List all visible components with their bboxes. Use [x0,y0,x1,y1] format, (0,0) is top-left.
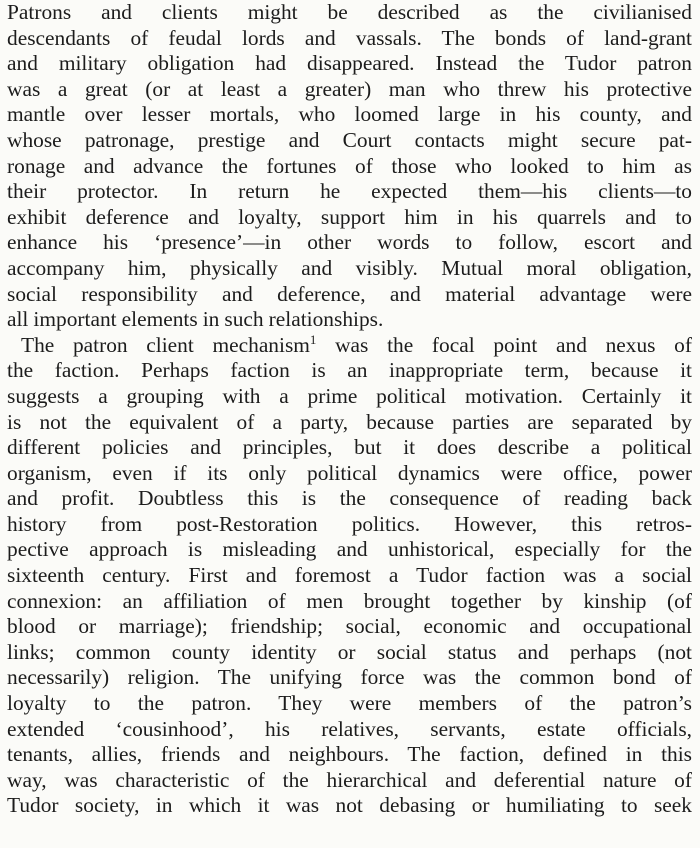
text-line: loyalty to the patron. They were members of the patron’s [7,691,692,716]
text-line: suggests a grouping with a prime political motivation. Certainly it [7,383,692,408]
paragraph-2-text-start: The patron client mechanism [21,332,310,357]
text-line: was a great (or at least a greater) man who threw his protective [7,76,692,101]
text-line: ronage and advance the fortunes of those who looked to him as [7,153,692,178]
paragraph-2-text-continue: was the focal point and nexus of [316,332,693,357]
paragraph-2-first-line [7,333,692,359]
text-line: way, was characteristic of the hierarchical and deferential nature of [7,767,692,792]
text-line: the faction. Perhaps faction is an inappropriate term, because it [7,358,692,383]
body-text [7,0,692,819]
text-line: organism, even if its only political dynamics were office, power [7,460,692,485]
text-line: pective approach is misleading and unhistorical, especially for the [7,537,692,562]
text-line: their protector. In return he expected them—his clients—to [7,179,692,204]
text-line: connexion: an affiliation of men brought together by kinship (of [7,588,692,613]
text-line: whose patronage, prestige and Court contacts might secure pat- [7,127,692,152]
text-line: and military obligation had disappeared. Instead the Tudor patron [7,51,692,76]
text-line: all important elements in such relationships. [7,307,384,332]
text-line: extended ‘cousinhood’, his relatives, servants, estate officials, [7,716,692,741]
text-line: tenants, allies, friends and neighbours. The faction, defined in this [7,742,692,767]
text-line: different policies and principles, but it does describe a political [7,435,692,460]
text-line: links; common county identity or social status and perhaps (not [7,639,692,664]
text-line: descendants of feudal lords and vassals. The bonds of land-grant [7,25,692,50]
text-line: blood or marriage); friendship; social, economic and occupational [7,614,692,639]
paragraph-1 [7,0,692,333]
paragraph-2 [7,333,692,819]
text-line: social responsibility and deference, and material advantage were [7,281,692,306]
text-line: enhance his ‘presence’—in other words to follow, escort and [7,230,692,255]
text-line: necessarily) religion. The unifying force was the common bond of [7,665,692,690]
text-line: exhibit deference and loyalty, support him in his quarrels and to [7,204,692,229]
text-line: history from post-Restoration politics. However, this retros- [7,511,692,536]
text-line: Patrons and clients might be described as the civilianised [7,0,692,24]
text-line: mantle over lesser mortals, who loomed large in his county, and [7,102,692,127]
text-line: is not the equivalent of a party, because parties are separated by [7,409,692,434]
text-line: Tudor society, in which it was not debasing or humiliating to seek [7,793,692,818]
text-line: accompany him, physically and visibly. Mutual moral obligation, [7,255,692,280]
footnote-marker[interactable]: 1 [309,331,317,347]
text-line: and profit. Doubtless this is the consequence of reading back [7,486,692,511]
text-line: sixteenth century. First and foremost a Tudor faction was a social [7,563,692,588]
